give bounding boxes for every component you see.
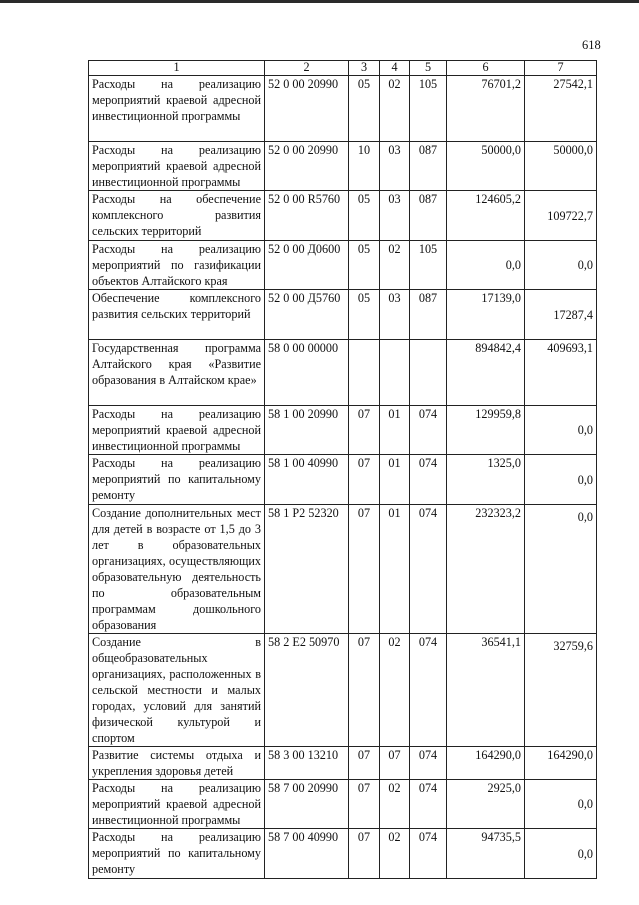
row-subsection: 02 bbox=[380, 241, 410, 290]
row-code: 58 3 00 13210 bbox=[265, 747, 349, 780]
row-subsection: 02 bbox=[380, 634, 410, 747]
row-name: Расходы на реализацию мероприятий по капитальному ремонту bbox=[89, 829, 265, 879]
table-row bbox=[89, 340, 597, 406]
row-name: Расходы на реализацию мероприятий краевой адресной инвестиционной программы bbox=[89, 76, 265, 142]
row-sum-1: 2925,0 bbox=[447, 780, 525, 829]
row-code: 52 0 00 Д5760 bbox=[265, 290, 349, 340]
row-sum-2: 0,0 bbox=[525, 241, 597, 290]
row-expense-type: 105 bbox=[410, 76, 447, 142]
row-sum-1: 164290,0 bbox=[447, 747, 525, 780]
row-expense-type: 074 bbox=[410, 747, 447, 780]
table-row bbox=[89, 241, 597, 290]
row-name: Расходы на обеспечение комплексного развития сельских территорий bbox=[89, 191, 265, 241]
row-sum-2: 0,0 bbox=[525, 829, 597, 879]
table-row bbox=[89, 747, 597, 780]
row-subsection: 07 bbox=[380, 747, 410, 780]
row-code: 58 2 E2 50970 bbox=[265, 634, 349, 747]
row-sum-1: 129959,8 bbox=[447, 406, 525, 455]
row-code: 52 0 00 R5760 bbox=[265, 191, 349, 241]
table-row bbox=[89, 455, 597, 505]
row-sum-1: 17139,0 bbox=[447, 290, 525, 340]
table-row bbox=[89, 142, 597, 191]
row-expense-type: 087 bbox=[410, 191, 447, 241]
page-number: 618 bbox=[582, 38, 601, 52]
row-code: 58 1 00 40990 bbox=[265, 455, 349, 505]
table-row bbox=[89, 505, 597, 634]
row-sum-2: 50000,0 bbox=[525, 142, 597, 191]
row-expense-type: 074 bbox=[410, 829, 447, 879]
row-expense-type: 074 bbox=[410, 455, 447, 505]
top-rule bbox=[0, 0, 639, 3]
row-subsection: 02 bbox=[380, 829, 410, 879]
row-subsection: 03 bbox=[380, 142, 410, 191]
row-sum-1: 124605,2 bbox=[447, 191, 525, 241]
row-code: 58 7 00 40990 bbox=[265, 829, 349, 879]
row-subsection: 02 bbox=[380, 780, 410, 829]
row-sum-2: 32759,6 bbox=[525, 634, 597, 747]
row-section: 07 bbox=[349, 829, 380, 879]
row-sum-2: 0,0 bbox=[525, 406, 597, 455]
row-subsection: 02 bbox=[380, 76, 410, 142]
row-sum-1: 894842,4 bbox=[447, 340, 525, 406]
row-section: 07 bbox=[349, 634, 380, 747]
column-header: 7 bbox=[525, 61, 597, 76]
row-sum-1: 76701,2 bbox=[447, 76, 525, 142]
row-section bbox=[349, 340, 380, 406]
row-name: Государственная программа Алтайского края «Развитие образования в Алтайском крае» bbox=[89, 340, 265, 406]
row-subsection: 03 bbox=[380, 191, 410, 241]
row-name: Расходы на реализацию мероприятий краевой адресной инвестиционной программы bbox=[89, 406, 265, 455]
column-header: 4 bbox=[380, 61, 410, 76]
row-name: Развитие системы отдыха и укрепления здоровья детей bbox=[89, 747, 265, 780]
row-name: Обеспечение комплексного развития сельских территорий bbox=[89, 290, 265, 340]
row-subsection bbox=[380, 340, 410, 406]
row-sum-2: 109722,7 bbox=[525, 191, 597, 241]
row-sum-1: 1325,0 bbox=[447, 455, 525, 505]
row-code: 58 7 00 20990 bbox=[265, 780, 349, 829]
table-row bbox=[89, 191, 597, 241]
row-sum-1: 0,0 bbox=[447, 241, 525, 290]
budget-table bbox=[88, 60, 597, 879]
row-subsection: 01 bbox=[380, 455, 410, 505]
column-header: 3 bbox=[349, 61, 380, 76]
row-sum-1: 50000,0 bbox=[447, 142, 525, 191]
row-section: 05 bbox=[349, 241, 380, 290]
row-name: Расходы на реализацию мероприятий по газификации объектов Алтайского края bbox=[89, 241, 265, 290]
row-expense-type: 074 bbox=[410, 406, 447, 455]
row-expense-type bbox=[410, 340, 447, 406]
column-header: 1 bbox=[89, 61, 265, 76]
row-section: 05 bbox=[349, 191, 380, 241]
column-header: 5 bbox=[410, 61, 447, 76]
row-code: 52 0 00 Д0600 bbox=[265, 241, 349, 290]
row-sum-2: 164290,0 bbox=[525, 747, 597, 780]
row-sum-1: 94735,5 bbox=[447, 829, 525, 879]
row-expense-type: 087 bbox=[410, 142, 447, 191]
row-sum-2: 409693,1 bbox=[525, 340, 597, 406]
header-row bbox=[89, 61, 597, 76]
row-sum-2: 0,0 bbox=[525, 780, 597, 829]
column-header: 6 bbox=[447, 61, 525, 76]
row-section: 05 bbox=[349, 290, 380, 340]
row-expense-type: 074 bbox=[410, 780, 447, 829]
row-code: 52 0 00 20990 bbox=[265, 142, 349, 191]
row-code: 58 0 00 00000 bbox=[265, 340, 349, 406]
row-code: 58 1 00 20990 bbox=[265, 406, 349, 455]
row-code: 52 0 00 20990 bbox=[265, 76, 349, 142]
row-section: 05 bbox=[349, 76, 380, 142]
row-section: 07 bbox=[349, 406, 380, 455]
row-sum-2: 0,0 bbox=[525, 505, 597, 634]
table-row bbox=[89, 780, 597, 829]
row-name: Расходы на реализацию мероприятий краевой адресной инвестиционной программы bbox=[89, 780, 265, 829]
table-row bbox=[89, 406, 597, 455]
row-expense-type: 074 bbox=[410, 505, 447, 634]
row-code: 58 1 P2 52320 bbox=[265, 505, 349, 634]
row-expense-type: 087 bbox=[410, 290, 447, 340]
row-subsection: 03 bbox=[380, 290, 410, 340]
row-subsection: 01 bbox=[380, 406, 410, 455]
row-section: 10 bbox=[349, 142, 380, 191]
column-header: 2 bbox=[265, 61, 349, 76]
table-row bbox=[89, 634, 597, 747]
row-section: 07 bbox=[349, 780, 380, 829]
row-name: Расходы на реализацию мероприятий по капитальному ремонту bbox=[89, 455, 265, 505]
row-sum-1: 232323,2 bbox=[447, 505, 525, 634]
row-name: Создание дополнительных мест для детей в возрасте от 1,5 до 3 лет в образовательных организациях, осуществляющих образовательную деятельность по образовательным программам дошкольного образования bbox=[89, 505, 265, 634]
row-subsection: 01 bbox=[380, 505, 410, 634]
row-sum-2: 0,0 bbox=[525, 455, 597, 505]
row-expense-type: 074 bbox=[410, 634, 447, 747]
table-row bbox=[89, 829, 597, 879]
row-sum-2: 27542,1 bbox=[525, 76, 597, 142]
row-section: 07 bbox=[349, 505, 380, 634]
row-section: 07 bbox=[349, 455, 380, 505]
table-row bbox=[89, 76, 597, 142]
row-sum-2: 17287,4 bbox=[525, 290, 597, 340]
table-row bbox=[89, 290, 597, 340]
row-sum-1: 36541,1 bbox=[447, 634, 525, 747]
row-section: 07 bbox=[349, 747, 380, 780]
row-name: Создание в общеобразовательных организациях, расположенных в сельской местности и малых городах, условий для занятий физической культурой и спортом bbox=[89, 634, 265, 747]
row-expense-type: 105 bbox=[410, 241, 447, 290]
row-name: Расходы на реализацию мероприятий краевой адресной инвестиционной программы bbox=[89, 142, 265, 191]
